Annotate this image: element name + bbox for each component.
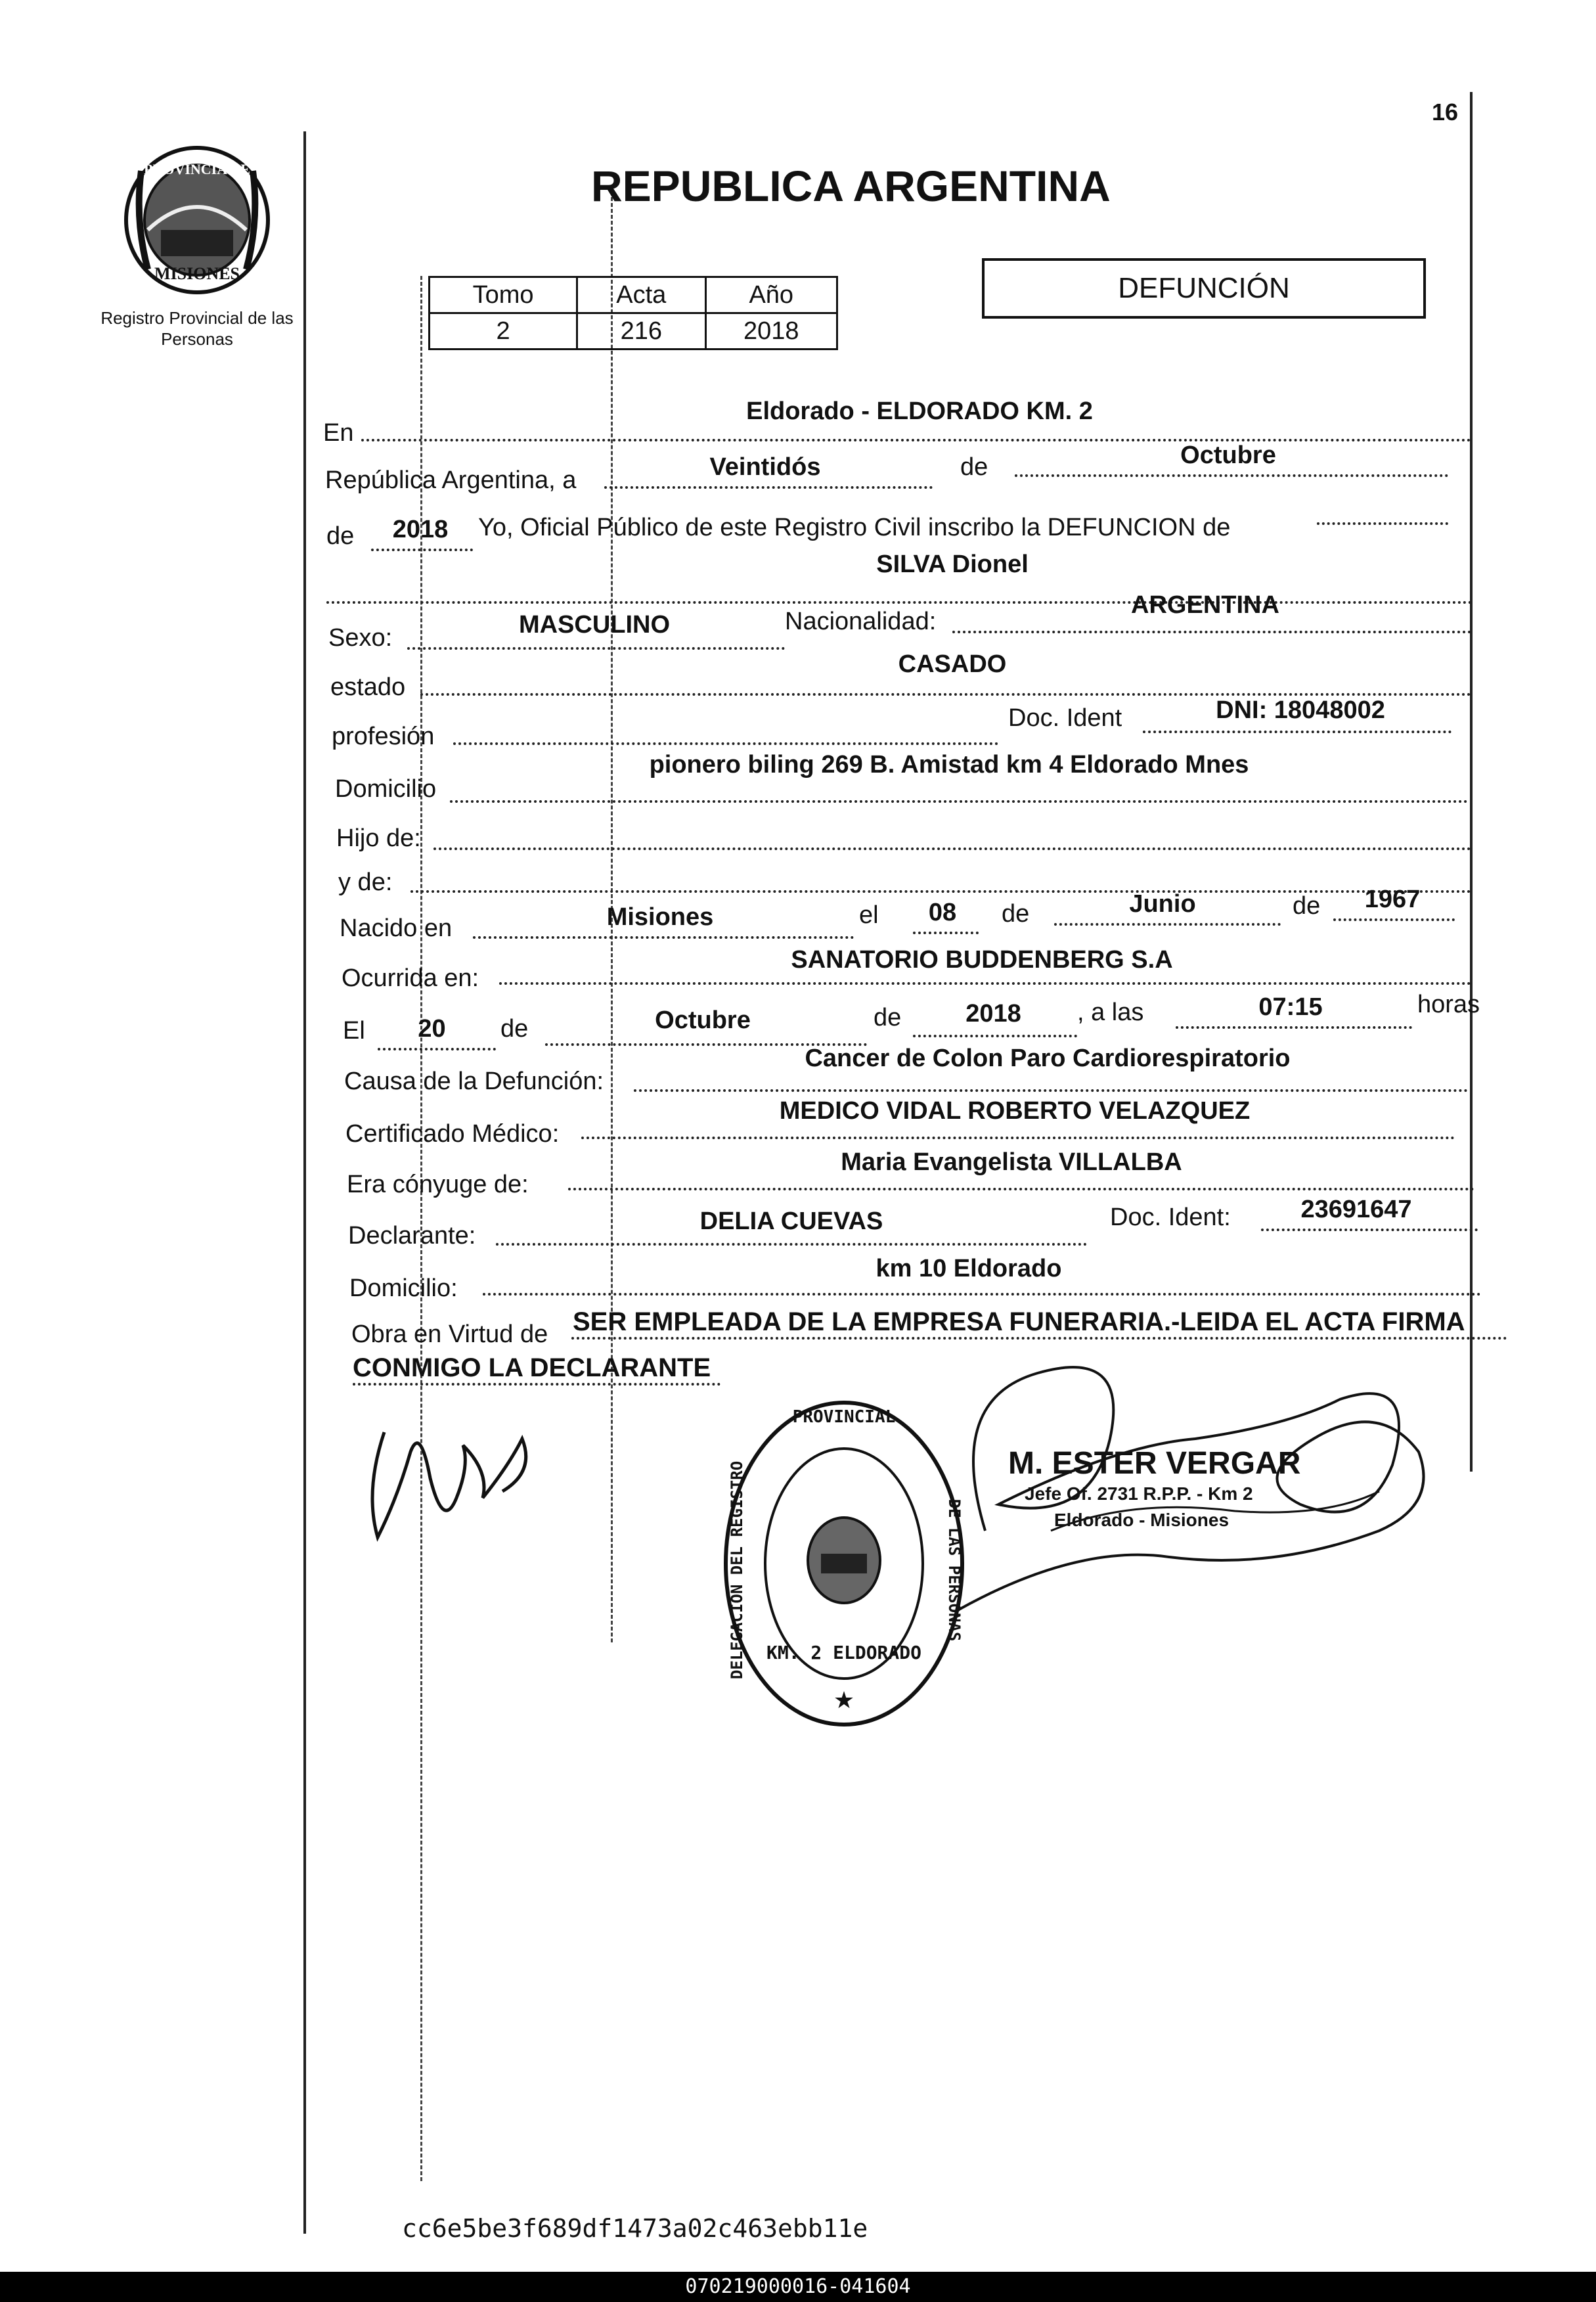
fill-line (473, 936, 854, 939)
official-name: M. ESTER VERGAR (1008, 1446, 1301, 1481)
table-header-anio: Año (705, 277, 837, 313)
label-certificado: Certificado Médico: (345, 1120, 560, 1148)
label-de: de (960, 453, 988, 481)
fill-line (1261, 1229, 1478, 1231)
value-doc2: 23691647 (1300, 1196, 1412, 1223)
declarant-signature (358, 1399, 555, 1550)
fill-line (450, 800, 1468, 803)
value-def-dia: 20 (418, 1015, 446, 1043)
label-declarante: Declarante: (348, 1222, 476, 1250)
left-margin-line (303, 131, 306, 2234)
page-number: 16 (1432, 99, 1459, 125)
document-hash: cc6e5be3f689df1473a02c463ebb11e (402, 2214, 868, 2243)
fill-line (353, 1383, 720, 1386)
label-nacido-en: Nacido en (340, 914, 453, 942)
table-cell-tomo: 2 (430, 313, 577, 350)
label-ocurrida-en: Ocurrida en: (342, 964, 479, 992)
svg-text:PROVINCIA DE: PROVINCIA DE (144, 161, 250, 177)
value-conyuge: Maria Evangelista VILLALBA (841, 1148, 1182, 1176)
label-domicilio-2: Domicilio: (349, 1275, 458, 1302)
value-nombre: SILVA Dionel (876, 551, 1029, 578)
fill-line (1176, 1026, 1412, 1029)
value-nacionalidad: ARGENTINA (1131, 591, 1279, 619)
value-hora: 07:15 (1258, 993, 1323, 1021)
fill-line (1015, 474, 1448, 477)
table-header-acta: Acta (577, 277, 705, 313)
value-ocurrida: SANATORIO BUDDENBERG S.A (791, 946, 1173, 974)
official-place: Eldorado - Misiones (1054, 1510, 1230, 1530)
official-role: Jefe Of. 2731 R.P.P. - Km 2 (1025, 1483, 1253, 1504)
table-cell-acta: 216 (577, 313, 705, 350)
value-nac-mes: Junio (1129, 890, 1196, 918)
label-de-anio: de (326, 522, 355, 550)
label-profesion: profesión (332, 723, 435, 750)
fill-line (371, 549, 473, 551)
value-nac-anio: 1967 (1364, 886, 1421, 913)
fill-line (483, 1293, 1481, 1296)
label-nacionalidad: Nacionalidad: (785, 608, 937, 635)
label-y-de: y de: (338, 869, 393, 896)
misiones-seal (122, 145, 273, 296)
fill-line (1054, 923, 1281, 926)
value-nac-dia: 08 (928, 899, 957, 926)
fill-line (568, 1188, 1474, 1190)
value-domicilio2: km 10 Eldorado (876, 1255, 1062, 1282)
text-yo-oficial: Yo, Oficial Público de este Registro Civil inscribo la DEFUNCION de (478, 514, 1231, 541)
svg-text:KM. 2 ELDORADO: KM. 2 ELDORADO (766, 1642, 922, 1663)
label-republica: República Argentina, a (325, 466, 577, 494)
value-def-anio: 2018 (965, 1000, 1021, 1027)
fill-line (581, 1137, 1455, 1139)
fill-line (420, 693, 1471, 696)
label-estado: estado (330, 673, 406, 701)
value-mes: Octubre (1180, 441, 1276, 469)
label-causa: Causa de la Defunción: (344, 1068, 604, 1095)
value-domicilio: pionero biling 269 B. Amistad km 4 Eldorado Mnes (649, 751, 1249, 779)
fill-line (1317, 522, 1448, 525)
value-lugar: Eldorado - ELDORADO KM. 2 (746, 397, 1093, 425)
label-doc-ident-2: Doc. Ident: (1110, 1204, 1231, 1231)
svg-text:DE LAS PERSONAS: DE LAS PERSONAS (945, 1499, 964, 1642)
fill-line (453, 742, 998, 745)
fill-line (634, 1089, 1468, 1092)
value-estado: CASADO (898, 650, 1007, 678)
value-causa: Cancer de Colon Paro Cardiorespiratorio (805, 1045, 1291, 1072)
fill-line (499, 982, 1471, 985)
value-nacido-lugar: Misiones (606, 903, 714, 931)
page-title: REPUBLICA ARGENTINA (591, 162, 1111, 210)
label-obra: Obra en Virtud de (351, 1320, 548, 1348)
value-anio: 2018 (392, 516, 449, 543)
fill-line (496, 1243, 1087, 1246)
value-obra-line2: CONMIGO LA DECLARANTE (353, 1353, 711, 1382)
seal-caption: Registro Provincial de las Personas (100, 308, 294, 349)
label-el-def: El (343, 1017, 365, 1045)
record-table (428, 276, 838, 350)
fill-line (1333, 918, 1455, 921)
fill-line (378, 1048, 496, 1050)
label-conyuge: Era cónyuge de: (347, 1171, 529, 1198)
label-a-las: , a las (1077, 999, 1144, 1026)
fill-line (1143, 731, 1452, 733)
value-sexo: MASCULINO (518, 611, 671, 639)
value-doc: DNI: 18048002 (1216, 696, 1385, 724)
label-domicilio: Domicilio (335, 775, 437, 803)
label-de-nac-anio: de (1293, 892, 1321, 920)
label-el: el (859, 901, 879, 929)
label-en: En (323, 419, 354, 447)
svg-text:★: ★ (833, 1686, 855, 1713)
fill-line (604, 486, 933, 489)
value-dia-letras: Veintidós (709, 453, 821, 481)
fill-line (433, 847, 1471, 850)
value-def-mes: Octubre (655, 1006, 751, 1034)
svg-text:DELEGACION DEL REGISTRO: DELEGACION DEL REGISTRO (728, 1460, 746, 1680)
value-certificado: MEDICO VIDAL ROBERTO VELAZQUEZ (779, 1097, 1251, 1125)
fill-line (407, 647, 785, 650)
value-obra-line1: SER EMPLEADA DE LA EMPRESA FUNERARIA.-LEIDA EL ACTA FIRMA (573, 1307, 1465, 1336)
fill-line (913, 1035, 1077, 1037)
right-border-line (1470, 92, 1473, 1472)
svg-text:MISIONES: MISIONES (154, 264, 240, 283)
document-type-box: DEFUNCIÓN (982, 258, 1426, 319)
label-de-nac: de (1002, 900, 1030, 928)
footer-code-bar: 070219000016-041604 (0, 2272, 1596, 2302)
label-de-def-anio: de (874, 1004, 902, 1031)
table-header-tomo: Tomo (430, 277, 577, 313)
label-sexo: Sexo: (328, 624, 393, 652)
label-hijo-de: Hijo de: (336, 824, 421, 852)
label-doc-ident: Doc. Ident (1008, 704, 1122, 732)
fill-line (952, 631, 1471, 633)
fill-line (913, 932, 979, 934)
value-declarante: DELIA CUEVAS (699, 1207, 883, 1235)
label-horas: horas (1417, 991, 1480, 1018)
label-de-def: de (500, 1015, 529, 1043)
table-cell-anio: 2018 (705, 313, 837, 350)
svg-text:PROVINCIAL: PROVINCIAL (792, 1407, 896, 1427)
